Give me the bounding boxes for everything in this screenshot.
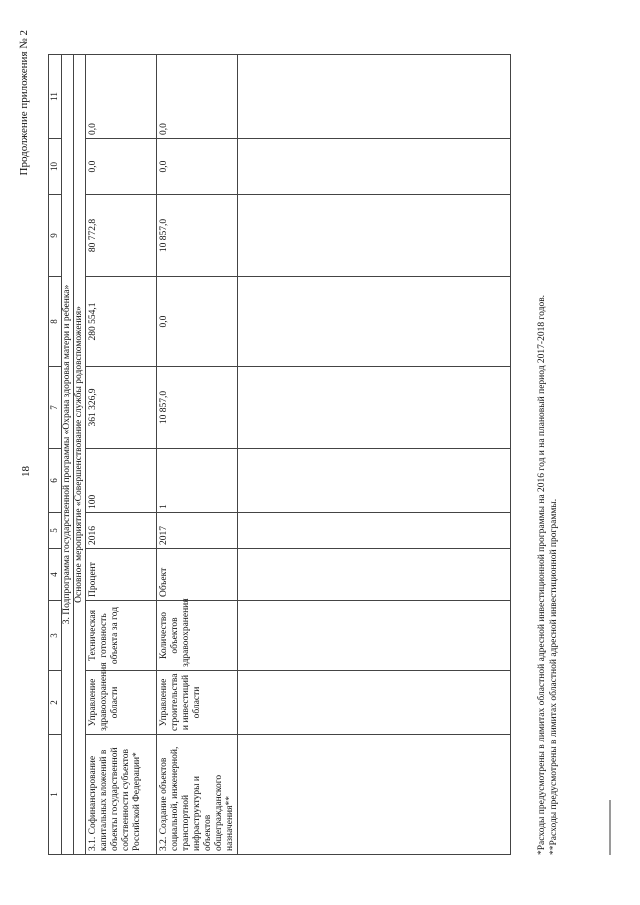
amount-regional: 80 772,8 [86,195,157,277]
subprogram-title: 3. Подпрограмма государственной программы «Охрана здоровья матери и ребенка» [62,55,74,855]
column-number: 3 [49,601,62,671]
unit: Процент [86,549,157,601]
column-number: 6 [49,449,62,513]
event-name: 3.2. Создание объектов социальной, инженерной, транспортной инфраструктуры и объектов общегражданского назначения** [157,735,238,855]
column-number: 9 [49,195,62,277]
column-number: 5 [49,513,62,549]
amount-other: 0,0 [157,55,238,139]
year: 2017 [157,513,238,549]
indicator-name: Количество объектов здравоохранения [157,601,238,671]
executor: Управление здравоохранения области [86,671,157,735]
program-table [48,54,511,855]
column-number: 10 [49,139,62,195]
amount-local: 0,0 [86,139,157,195]
executor: Управление строительства и инвестиций области [157,671,238,735]
column-number: 11 [49,55,62,139]
main-event-row [74,55,86,855]
page-number: 18 [20,466,32,477]
amount-local: 0,0 [157,139,238,195]
subprogram-row [62,55,74,855]
continuation-caption: Продолжение приложения № 2 [18,30,30,176]
column-number: 1 [49,735,62,855]
footnote: *Расходы предусмотрены в лимитах областной адресной инвестиционной программы на 2016 год и на плановый период 2017-2018 годов. [537,294,547,855]
year: 2016 [86,513,157,549]
event-name: 3.1. Софинансирование капитальных вложений в объекты государственной собственности субъектов Российской Федерации* [86,735,157,855]
amount-total: 361 326,9 [86,367,157,449]
amount-federal: 0,0 [157,277,238,367]
unit: Объект [157,549,238,601]
column-number: 7 [49,367,62,449]
empty-row [238,55,511,855]
amount-regional: 10 857,0 [157,195,238,277]
table-row [86,55,157,855]
footnote: **Расходы предусмотрены в лимитах областной адресной инвестиционной программы. [549,498,560,855]
column-number: 4 [49,549,62,601]
amount-federal: 280 554,1 [86,277,157,367]
indicator-name: Техническая готовность объекта за год [86,601,157,671]
column-number: 2 [49,671,62,735]
column-number: 8 [49,277,62,367]
indicator-value: 100 [86,449,157,513]
indicator-value: 1 [157,449,238,513]
amount-other: 0,0 [86,55,157,139]
column-number-row [49,55,62,855]
amount-total: 10 857,0 [157,367,238,449]
footnotes [536,295,561,855]
table-row [157,55,238,855]
main-event-title: Основное мероприятие «Совершенствование службы родовспоможения» [74,55,86,855]
